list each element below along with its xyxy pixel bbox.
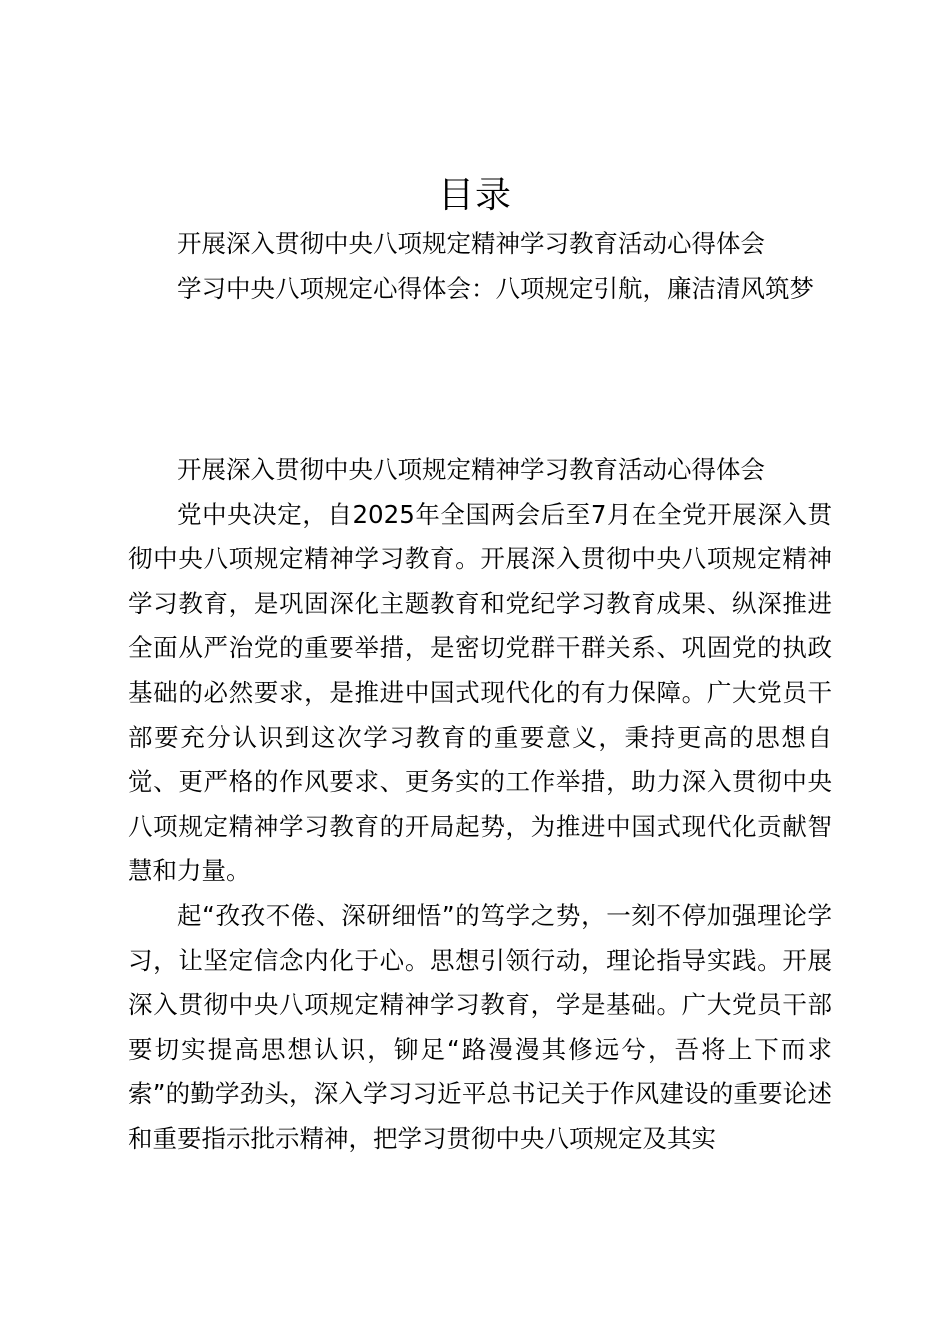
toc-item: 学习中央八项规定心得体会：八项规定引航，廉洁清风筑梦 <box>177 273 814 303</box>
toc-list <box>128 222 832 311</box>
article-body <box>128 448 832 1162</box>
article-title: 开展深入贯彻中央八项规定精神学习教育活动心得体会 <box>177 455 765 484</box>
article-paragraph: 起“孜孜不倦、深研细悟”的笃学之势，一刻不停加强理论学习，让坚定信念内化于心。思想引领行动，理论指导实践。开展深入贯彻中央八项规定精神学习教育，学是基础。广大党员干部要切实提高思想认识，铆足“路漫漫其修远兮，吾将上下而求索”的勤学劲头，深入学习习近平总书记关于作风建设的重要论述和重要指示批示精神，把学习贯彻中央八项规定及其实 <box>128 900 832 1153</box>
toc-title: 目录 <box>437 175 512 216</box>
article-paragraph: 党中央决定，自2025年全国两会后至7月在全党开展深入贯彻中央八项规定精神学习教育。开展深入贯彻中央八项规定精神学习教育，是巩固深化主题教育和党纪学习教育成果、纵深推进全面从严治党的重要举措，是密切党群干群关系、巩固党的执政基础的必然要求，是推进中国式现代化的有力保障。广大党员干部要充分认识到这次学习教育的重要意义，秉持更高的思想自觉、更严格的作风要求、更务实的工作举措，助力深入贯彻中央八项规定精神学习教育的开局起势，为推进中国式现代化贡献智慧和力量。 <box>128 499 832 886</box>
toc-item: 开展深入贯彻中央八项规定精神学习教育活动心得体会 <box>177 229 765 258</box>
